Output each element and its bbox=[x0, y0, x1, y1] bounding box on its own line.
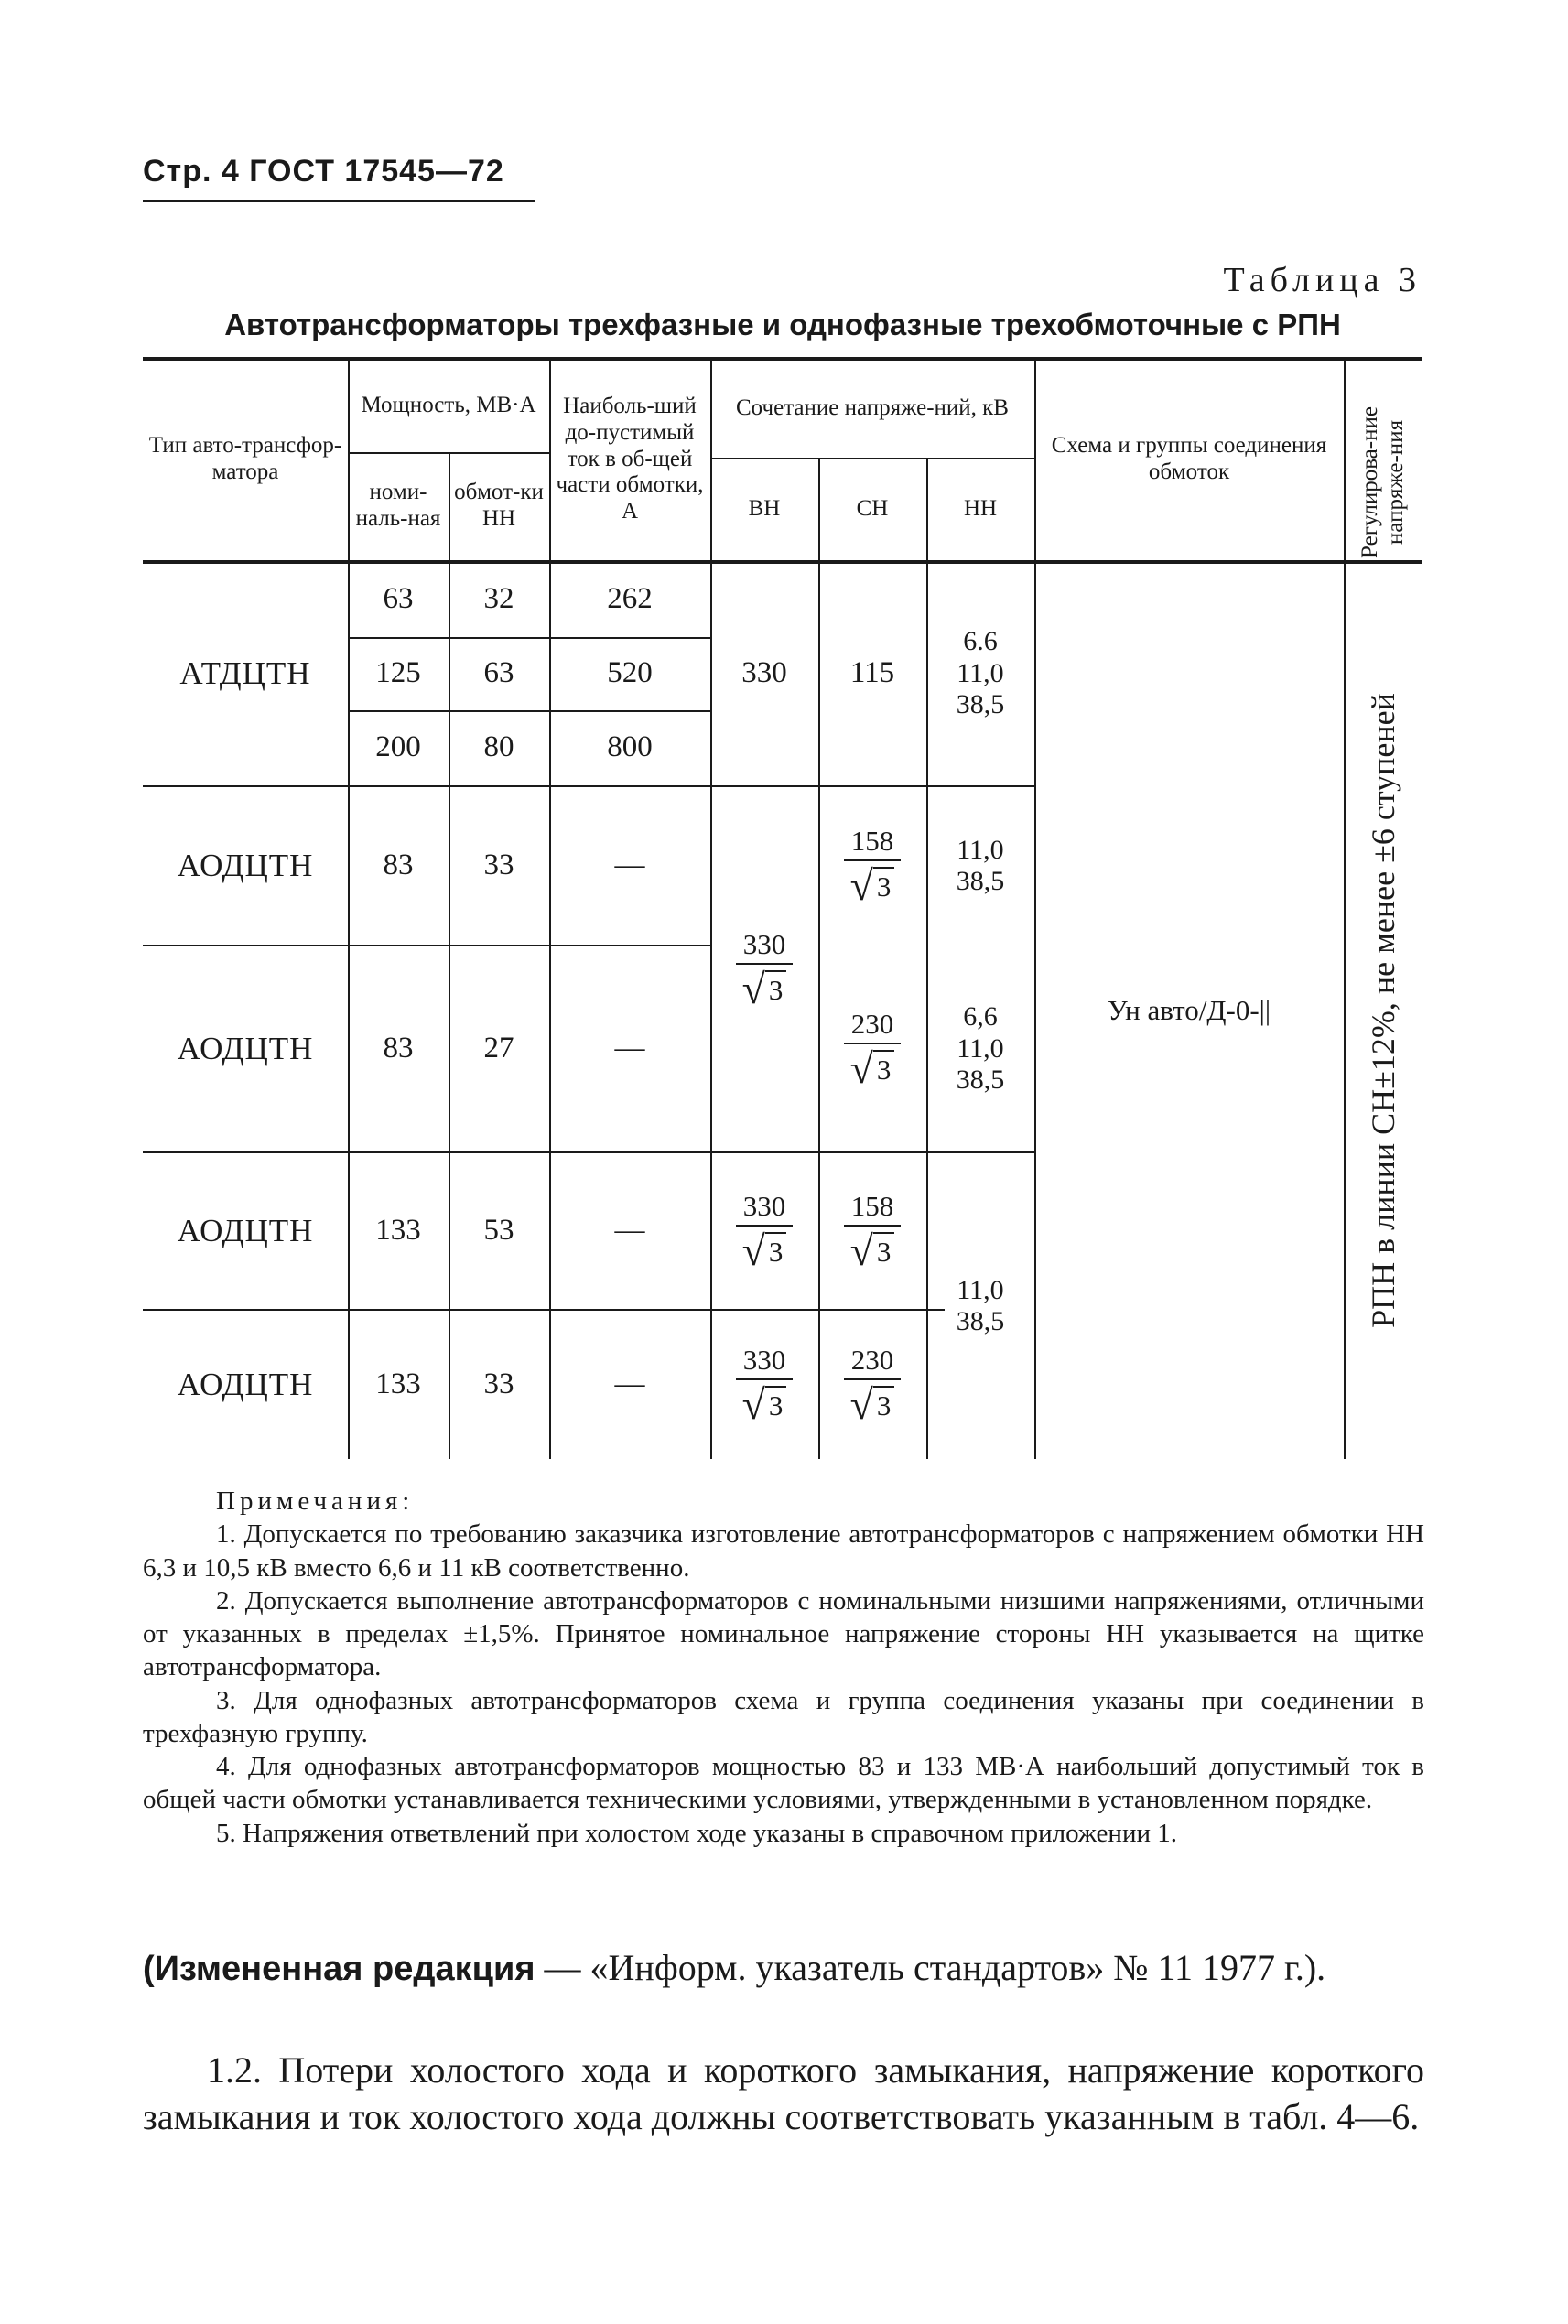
atdctn-nominal-2: 125 bbox=[375, 656, 421, 690]
header-type: Тип авто-трансфор-матора bbox=[148, 433, 342, 484]
odctn-1-nominal: 83 bbox=[383, 849, 414, 882]
header-voltage: Сочетание напряже-ний, кВ bbox=[736, 395, 1009, 420]
header-current: Наиболь-ший до-пустимый ток в об-щей части обмотки, А bbox=[556, 394, 704, 524]
odctn-4-vn: 330 √ 3 bbox=[710, 1311, 818, 1459]
header-vn: ВН bbox=[748, 495, 781, 521]
atdctn-nominal-3: 200 bbox=[375, 730, 421, 764]
odctn-4-winding: 33 bbox=[483, 1367, 514, 1401]
amendment: (Измененная редакция — «Информ. указатель стандартов» № 11 1977 г.). bbox=[143, 1947, 1326, 1988]
odctn-1-current: — bbox=[614, 849, 645, 882]
note-1: 1. Допускается по требованию заказчика изготовление автотрансформаторов с напряжением обмотки НН 6,3 и 10,5 кВ вместо 6,6 и 11 кВ соответственно. bbox=[143, 1519, 1424, 1583]
atdctn-winding-2: 63 bbox=[483, 656, 514, 690]
odctn-3-sn: 158 √ 3 bbox=[818, 1153, 926, 1309]
odctn-shared-vn: 330 √ 3 bbox=[710, 787, 818, 1151]
atdctn-sn: 115 bbox=[849, 656, 895, 690]
header-sn: СН bbox=[856, 495, 889, 521]
header-winding: обмот-ки НН bbox=[454, 480, 544, 531]
odctn-1-type: АОДЦТН bbox=[177, 847, 314, 883]
odctn-3-current: — bbox=[614, 1214, 645, 1248]
atdctn-nominal-1: 63 bbox=[383, 582, 414, 616]
note-4: 4. Для однофазных автотрансформаторов мощностью 83 и 133 МВ·А наибольший допустимый ток в общей части обмотки устанавливается техническими условиями, утвержденными в установленном порядке. bbox=[143, 1752, 1424, 1815]
atdctn-type: АТДЦТН bbox=[179, 654, 311, 691]
odctn-2-sn: 230 √ 3 bbox=[818, 946, 926, 1151]
scheme-value: Ун авто/Д-0-|| bbox=[1107, 994, 1271, 1027]
atdctn-vn: 330 bbox=[741, 656, 787, 690]
odctn-lower-nn: 11,0 38,5 bbox=[956, 1274, 1005, 1336]
atdctn-current-1: 262 bbox=[607, 582, 653, 616]
odctn-4-sn: 230 √ 3 bbox=[818, 1311, 926, 1459]
odctn-4-type: АОДЦТН bbox=[177, 1366, 314, 1402]
regulation-value: РПН в линии СН±12%, не менее ±6 ступеней bbox=[1365, 693, 1401, 1328]
odctn-2-winding: 27 bbox=[483, 1032, 514, 1065]
notes-title: Примечания: bbox=[216, 1486, 415, 1516]
header-nominal: номи-наль-ная bbox=[355, 480, 441, 531]
odctn-3-nominal: 133 bbox=[375, 1214, 421, 1248]
odctn-4-nominal: 133 bbox=[375, 1367, 421, 1401]
header-regulation: Регулирова-ние напряже-ния bbox=[1357, 406, 1408, 558]
odctn-2-nn: 6,6 11,0 38,5 bbox=[956, 1001, 1005, 1096]
header-power: Мощность, МВ·А bbox=[361, 392, 536, 417]
atdctn-current-2: 520 bbox=[607, 656, 653, 690]
clause-1-2: 1.2. Потери холостого хода и короткого замыкания, напряжение короткого замыкания и ток холостого хода должны соответствовать указанным в табл. 4—6. bbox=[143, 2049, 1424, 2138]
header-nn: НН bbox=[963, 495, 998, 521]
note-3: 3. Для однофазных автотрансформаторов схема и группа соединения указаны при соединении в трехфазную группу. bbox=[143, 1685, 1424, 1748]
header-rule bbox=[143, 200, 535, 202]
header-scheme: Схема и группы соединения обмоток bbox=[1051, 433, 1327, 484]
odctn-2-current: — bbox=[614, 1032, 645, 1065]
notes bbox=[143, 1485, 1424, 1850]
odctn-1-winding: 33 bbox=[483, 849, 514, 882]
odctn-1-nn: 11,0 38,5 bbox=[956, 834, 1005, 896]
page-header: Стр. 4 ГОСТ 17545—72 bbox=[143, 154, 504, 189]
odctn-4-current: — bbox=[614, 1367, 645, 1401]
table-title: Автотрансформаторы трехфазные и однофазные трехобмоточные с РПН bbox=[224, 308, 1341, 341]
atdctn-nn: 6.6 11,0 38,5 bbox=[956, 626, 1005, 720]
table-label: Таблица 3 bbox=[1223, 261, 1422, 299]
odctn-2-type: АОДЦТН bbox=[177, 1030, 314, 1066]
odctn-1-sn: 158 √ 3 bbox=[818, 787, 926, 945]
note-5: 5. Напряжения ответвлений при холостом ходе указаны в справочном приложении 1. bbox=[216, 1818, 1177, 1848]
odctn-3-type: АОДЦТН bbox=[177, 1212, 314, 1248]
atdctn-current-3: 800 bbox=[607, 730, 653, 764]
note-2: 2. Допускается выполнение автотрансформаторов с номинальными низшими напряжениями, отличными от указанных в пределах ±1,5%. Принятое номинальное напряжение стороны НН указывается на щитке автотрансформатора. bbox=[143, 1585, 1424, 1682]
atdctn-winding-3: 80 bbox=[483, 730, 514, 764]
odctn-3-winding: 53 bbox=[483, 1214, 514, 1248]
atdctn-winding-1: 32 bbox=[483, 582, 514, 616]
odctn-3-vn: 330 √ 3 bbox=[710, 1153, 818, 1309]
odctn-2-nominal: 83 bbox=[383, 1032, 414, 1065]
